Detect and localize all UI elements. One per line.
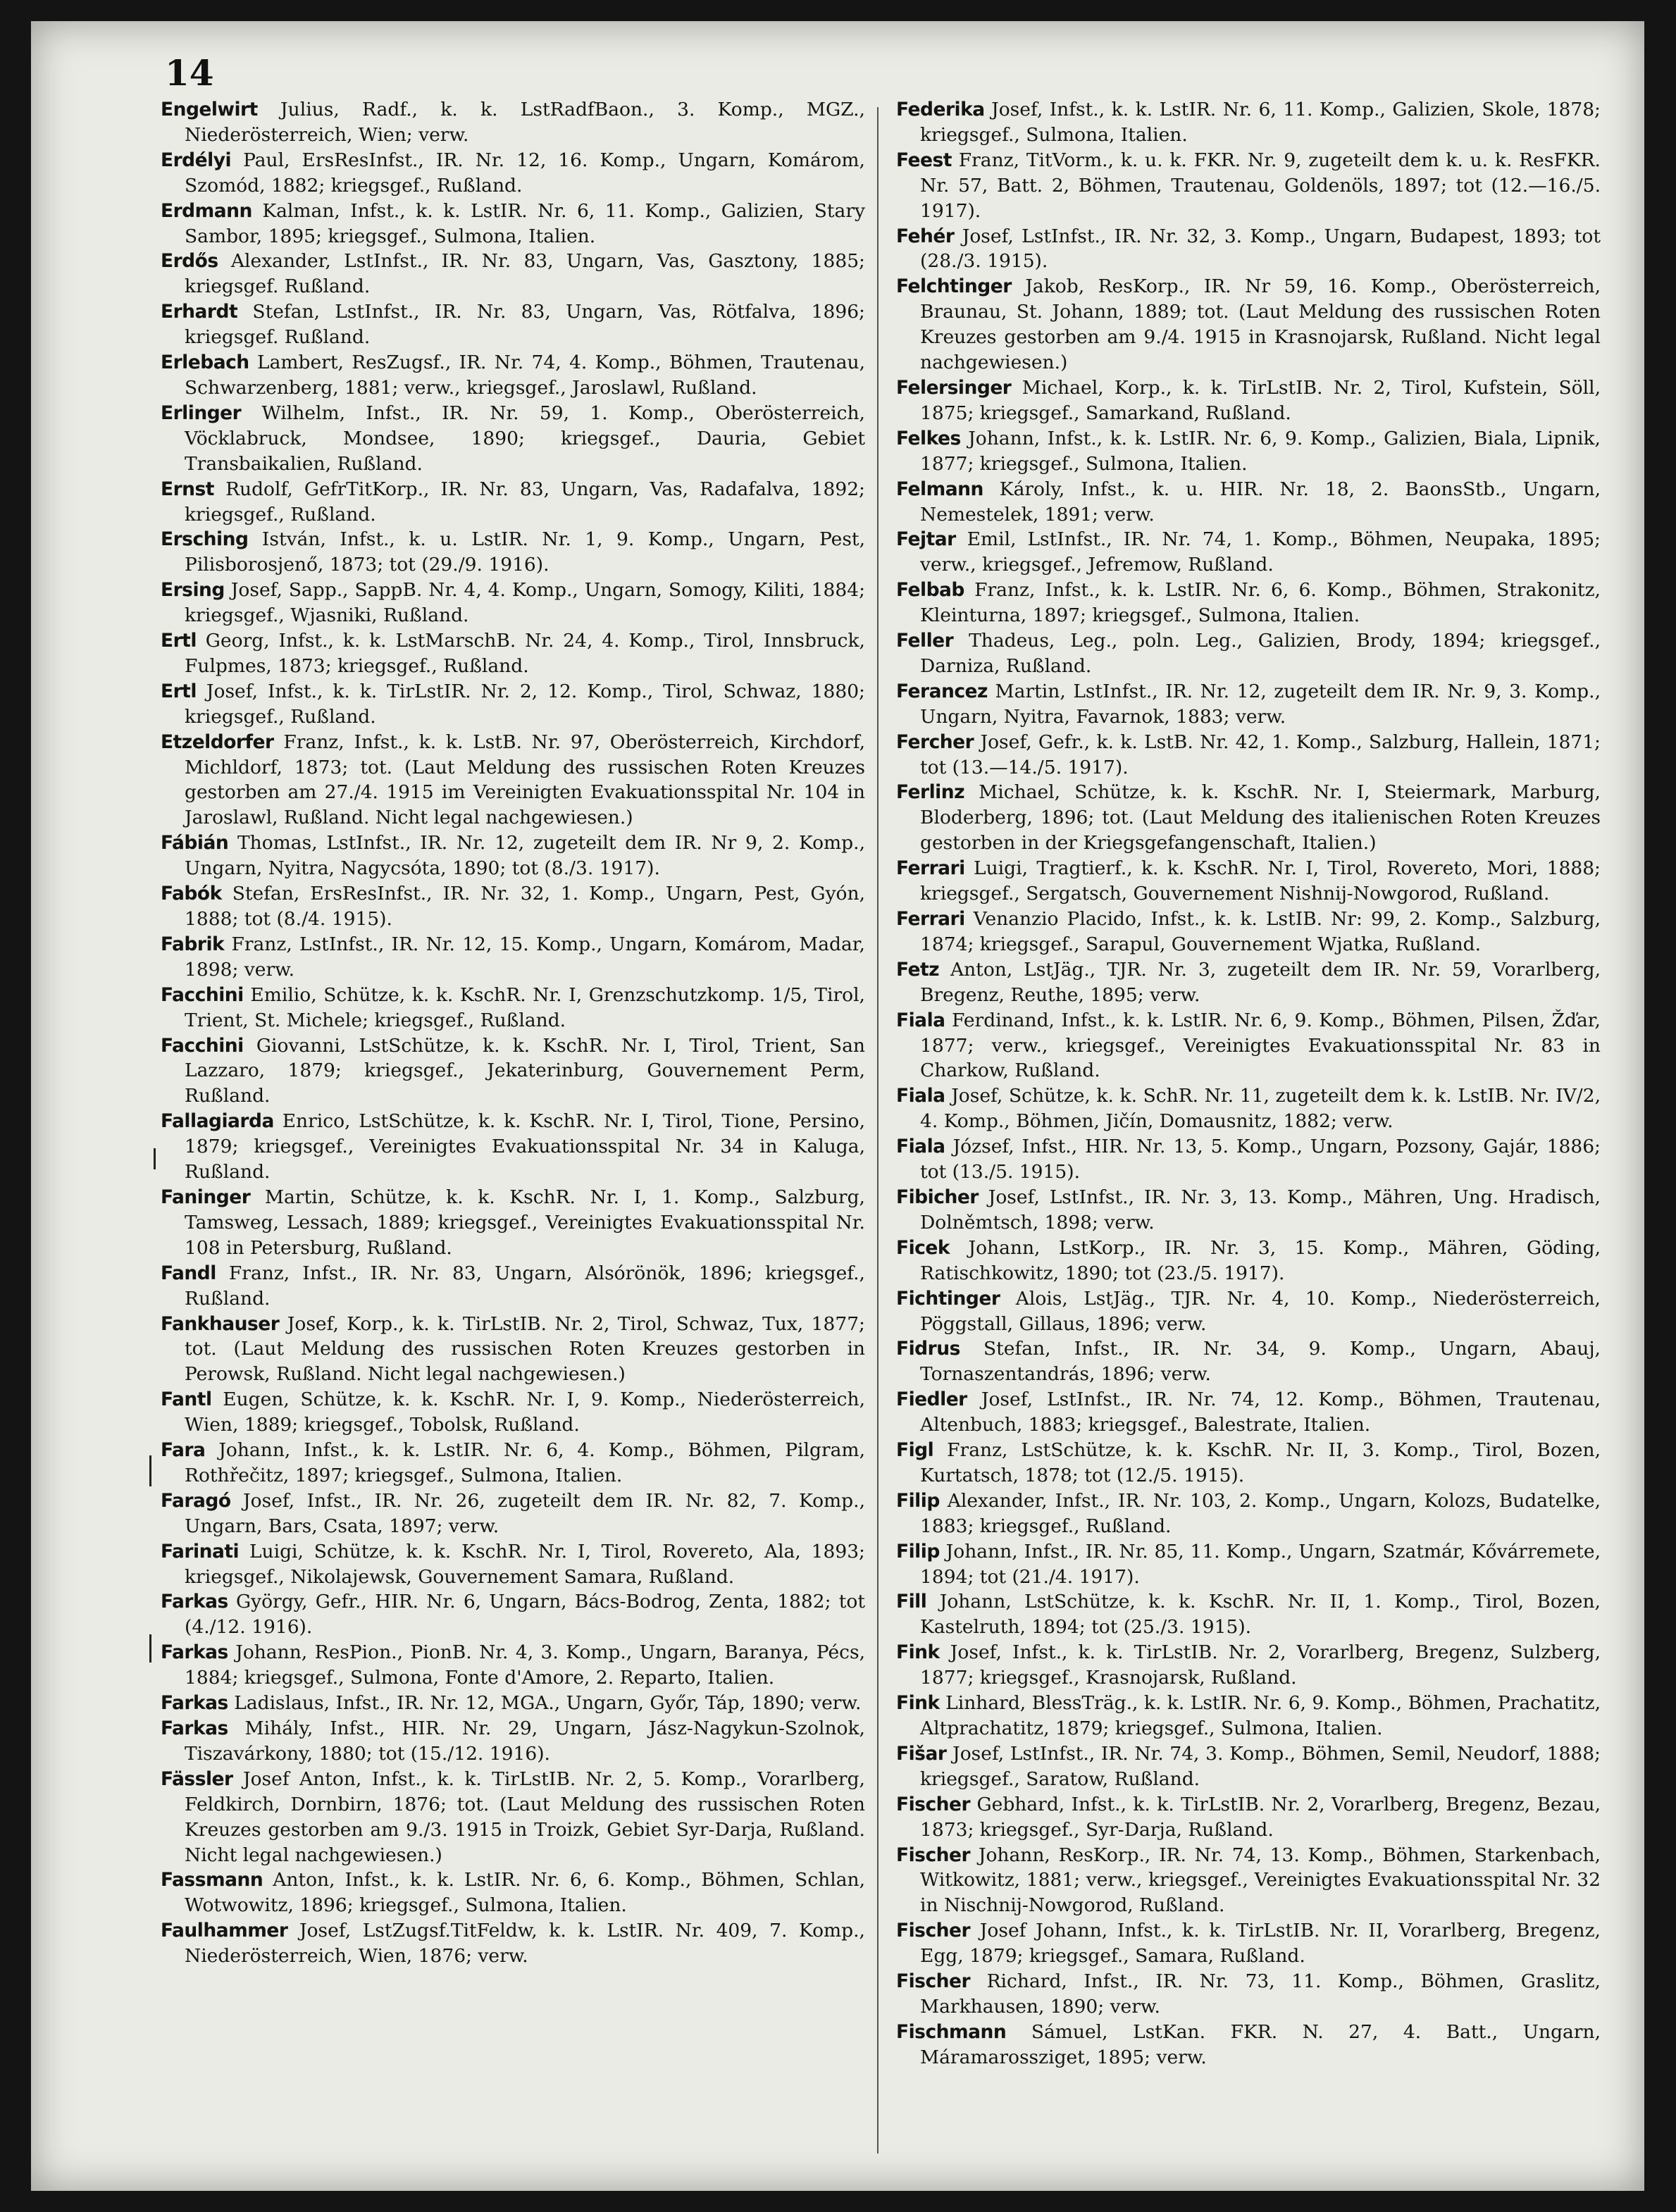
entry-details: Johann, ResPion., PionB. Nr. 4, 3. Komp., Ungarn, Baranya, Pécs, 1884; kriegsgef., Sulmona, Fonte d'Amore, 2. Reparto, Italien. — [185, 1641, 865, 1689]
entry-surname: Fallagiarda — [161, 1110, 274, 1133]
entry-surname: Feller — [896, 630, 954, 652]
list-item — [161, 1539, 865, 1590]
entry-details: József, Infst., HIR. Nr. 13, 5. Komp., Ungarn, Pozsony, Gajár, 1886; tot (13./5. 1915). — [920, 1136, 1601, 1183]
list-item — [896, 2020, 1601, 2070]
entry-surname: Fichtinger — [896, 1287, 1000, 1310]
list-item — [896, 730, 1601, 781]
list-item — [896, 1286, 1601, 1337]
entry-details: Franz, Infst., k. k. LstB. Nr. 97, Oberösterreich, Kirchdorf, Michldorf, 1873; tot. (Laut Meldung des russischen Roten Kreuzes gestorben am 27./4. 1915 im Vereinigten Evakuationsspital Nr. 104 in Jaroslawl, Rußland. Nicht legal nachgewiesen.) — [185, 731, 865, 829]
entry-surname: Fill — [896, 1591, 927, 1613]
entry-surname: Fiala — [896, 1136, 945, 1158]
entry-surname: Fara — [161, 1439, 206, 1462]
entry-details: Josef, Korp., k. k. TirLstIB. Nr. 2, Tirol, Schwaz, Tux, 1877; tot. (Laut Meldung des russischen Roten Kreuzes gestorben in Perowsk, Rußland. Nicht legal nachgewiesen.) — [185, 1312, 865, 1386]
entry-details: Josef, LstInfst., IR. Nr. 74, 12. Komp., Böhmen, Trautenau, Altenbuch, 1883; kriegsgef., Balestrate, Italien. — [920, 1388, 1601, 1436]
list-item — [896, 1185, 1601, 1236]
list-item — [896, 1589, 1601, 1640]
list-item — [896, 224, 1601, 275]
entry-surname: Filip — [896, 1540, 940, 1562]
list-item — [161, 932, 865, 983]
entry-surname: Fejtar — [896, 528, 956, 551]
entry-details: Georg, Infst., k. k. LstMarschB. Nr. 24, 4. Komp., Tirol, Innsbruck, Fulpmes, 1873; kriegsgef., Rußland. — [185, 630, 865, 677]
entry-details: György, Gefr., HIR. Nr. 6, Ungarn, Bács-Bodrog, Zenta, 1882; tot (4./12. 1916). — [185, 1591, 865, 1639]
list-item — [161, 199, 865, 249]
entry-surname: Farkas — [161, 1641, 228, 1664]
list-item — [896, 527, 1601, 578]
entry-surname: Fink — [896, 1692, 940, 1715]
entry-surname: Fischmann — [896, 2020, 1007, 2043]
entry-details: Franz, LstInfst., IR. Nr. 12, 15. Komp., Ungarn, Komárom, Madar, 1898; verw. — [185, 933, 865, 981]
list-item — [161, 628, 865, 679]
entry-surname: Fercher — [896, 731, 974, 753]
entry-surname: Faragó — [161, 1489, 231, 1512]
list-item — [161, 1387, 865, 1438]
entry-surname: Fantl — [161, 1388, 212, 1411]
list-item — [896, 907, 1601, 957]
entry-details: Eugen, Schütze, k. k. KschR. Nr. I, 9. Komp., Niederösterreich, Wien, 1889; kriegsgef., Tobolsk, Rußland. — [185, 1388, 865, 1436]
entry-surname: Facchini — [161, 983, 244, 1006]
entry-surname: Ferlinz — [896, 781, 965, 804]
entry-details: Alexander, Infst., IR. Nr. 103, 2. Komp., Ungarn, Kolozs, Budatelke, 1883; kriegsgef., Rußland. — [920, 1489, 1601, 1537]
entry-details: Josef, Infst., k. k. LstIR. Nr. 6, 11. Komp., Galizien, Skole, 1878; kriegsgef., Sulmona, Italien. — [920, 99, 1601, 146]
entry-details: Venanzio Placido, Infst., k. k. LstIB. Nr: 99, 2. Komp., Salzburg, 1874; kriegsgef., Sarapul, Gouvernement Wjatka, Rußland. — [920, 908, 1601, 955]
entry-surname: Ferrari — [896, 908, 965, 930]
entry-details: Josef, LstInfst., IR. Nr. 74, 3. Komp., Böhmen, Semil, Neudorf, 1888; kriegsgef., Saratow, Rußland. — [920, 1742, 1601, 1790]
entry-surname: Fabók — [161, 883, 222, 905]
list-item — [161, 299, 865, 350]
entry-details: Johann, Infst., IR. Nr. 85, 11. Komp., Ungarn, Szatmár, Kővárremete, 1894; tot (21./4. 1917). — [920, 1540, 1601, 1588]
list-item — [896, 957, 1601, 1008]
entry-surname: Figl — [896, 1439, 934, 1462]
list-item — [161, 477, 865, 528]
entry-surname: Erlebach — [161, 352, 249, 374]
entry-details: Rudolf, GefrTitKorp., IR. Nr. 83, Ungarn, Vas, Radafalva, 1892; kriegsgef., Rußland. — [185, 478, 865, 526]
column-divider — [877, 107, 879, 2154]
entry-surname: Fassmann — [161, 1869, 263, 1891]
entry-details: Luigi, Schütze, k. k. KschR. Nr. I, Tirol, Rovereto, Ala, 1893; kriegsgef., Nikolajewsk, Gouvernement Samara, Rußland. — [185, 1540, 865, 1588]
entry-details: Károly, Infst., k. u. HIR. Nr. 18, 2. BaonsStb., Ungarn, Nemestelek, 1891; verw. — [920, 478, 1601, 526]
list-item — [161, 148, 865, 199]
entry-details: Josef, Infst., k. k. TirLstIB. Nr. 2, Vorarlberg, Bregenz, Sulzberg, 1877; kriegsgef., Krasnojarsk, Rußland. — [920, 1641, 1601, 1689]
entry-details: Luigi, Tragtierf., k. k. KschR. Nr. I, Tirol, Rovereto, Mori, 1888; kriegsgef., Sergatsch, Gouvernement Nishnij-Nowgorod, Rußland. — [920, 857, 1601, 905]
entry-details: Ladislaus, Infst., IR. Nr. 12, MGA., Ungarn, Győr, Táp, 1890; verw. — [234, 1692, 862, 1715]
entry-details: Enrico, LstSchütze, k. k. KschR. Nr. I, Tirol, Tione, Persino, 1879; kriegsgef., Vereinigtes Evakuationsspital Nr. 34 in Kaluga, Rußland. — [185, 1110, 865, 1183]
entry-surname: Federika — [896, 99, 985, 120]
entry-details: Anton, LstJäg., TJR. Nr. 3, zugeteilt dem IR. Nr. 59, Vorarlberg, Bregenz, Reuthe, 1895; verw. — [920, 958, 1601, 1006]
list-item — [161, 1589, 865, 1640]
list-item — [896, 148, 1601, 224]
entry-surname: Felersinger — [896, 376, 1012, 399]
entry-surname: Farinati — [161, 1540, 240, 1562]
list-item — [161, 1716, 865, 1767]
list-item — [161, 1261, 865, 1312]
entry-surname: Fiala — [896, 1009, 945, 1031]
entry-surname: Fehér — [896, 225, 955, 247]
entry-details: Franz, Infst., k. k. LstIR. Nr. 6, 6. Komp., Böhmen, Strakonitz, Kleinturna, 1897; kriegsgef., Sulmona, Italien. — [920, 579, 1601, 627]
list-item — [161, 401, 865, 477]
entry-details: Josef, Infst., k. k. TirLstIR. Nr. 2, 12. Komp., Tirol, Schwaz, 1880; kriegsgef., Rußland. — [185, 680, 865, 728]
entry-details: Gebhard, Infst., k. k. TirLstIB. Nr. 2, Vorarlberg, Bregenz, Bezau, 1873; kriegsgef., Syr-Darja, Rußland. — [920, 1793, 1601, 1841]
entry-details: Johann, LstKorp., IR. Nr. 3, 15. Komp., Mähren, Göding, Ratischkowitz, 1890; tot (23./5. 1917). — [920, 1236, 1601, 1284]
entry-details: Emilio, Schütze, k. k. KschR. Nr. I, Grenzschutzkomp. 1/5, Tirol, Trient, St. Michele; kriegsgef., Rußland. — [185, 983, 865, 1031]
entry-surname: Farkas — [161, 1591, 228, 1613]
entry-details: Franz, Infst., IR. Nr. 83, Ungarn, Alsórönök, 1896; kriegsgef., Rußland. — [185, 1262, 865, 1310]
entry-details: Julius, Radf., k. k. LstRadfBaon., 3. Komp., MGZ., Niederösterreich, Wien; verw. — [185, 99, 865, 146]
list-item — [161, 1691, 865, 1716]
entry-surname: Fibicher — [896, 1186, 979, 1208]
list-item — [896, 426, 1601, 477]
entry-details: Richard, Infst., IR. Nr. 73, 11. Komp., Böhmen, Graslitz, Markhausen, 1890; verw. — [920, 1970, 1601, 2018]
list-item — [896, 1489, 1601, 1539]
list-item — [161, 1640, 865, 1691]
entry-surname: Ersching — [161, 528, 249, 551]
list-item — [896, 1083, 1601, 1134]
entry-details: Sámuel, LstKan. FKR. N. 27, 4. Batt., Ungarn, Máramarossziget, 1895; verw. — [920, 2020, 1601, 2068]
list-item — [896, 578, 1601, 628]
list-item — [896, 97, 1601, 148]
entry-surname: Fischer — [896, 1793, 971, 1815]
entry-surname: Filip — [896, 1489, 940, 1512]
list-item — [896, 477, 1601, 528]
entry-details: Martin, Schütze, k. k. KschR. Nr. I, 1. Komp., Salzburg, Tamsweg, Lessach, 1889; kriegsgef., Vereinigtes Evakuationsspital Nr. 108 in Petersburg, Rußland. — [185, 1186, 865, 1259]
entry-surname: Fink — [896, 1641, 940, 1664]
list-item — [161, 1767, 865, 1868]
entry-surname: Fábián — [161, 832, 229, 855]
entry-surname: Ertl — [161, 680, 197, 702]
entry-surname: Faulhammer — [161, 1920, 288, 1942]
entry-surname: Feest — [896, 149, 952, 171]
margin-mark — [149, 1634, 151, 1663]
entry-surname: Ficek — [896, 1236, 950, 1259]
list-item — [161, 1438, 865, 1489]
entry-surname: Fidrus — [896, 1338, 960, 1360]
entry-surname: Fiala — [896, 1085, 945, 1107]
entry-details: Lambert, ResZugsf., IR. Nr. 74, 4. Komp., Böhmen, Trautenau, Schwarzenberg, 1881; verw., kriegsgef., Jaroslawl, Rußland. — [185, 352, 865, 399]
entry-surname: Engelwirt — [161, 99, 258, 120]
document-page — [31, 21, 1644, 2191]
list-item — [896, 1008, 1601, 1084]
list-item — [161, 1109, 865, 1185]
list-item — [896, 1236, 1601, 1286]
entry-details: Paul, ErsResInfst., IR. Nr. 12, 16. Komp., Ungarn, Komárom, Szomód, 1882; kriegsgef., Rußland. — [185, 149, 865, 197]
list-item — [896, 274, 1601, 375]
entry-details: Giovanni, LstSchütze, k. k. KschR. Nr. I, Tirol, Trient, San Lazzaro, 1879; kriegsgef., Jekaterinburg, Gouvernement Perm, Rußland. — [185, 1034, 865, 1107]
entry-details: Ferdinand, Infst., k. k. LstIR. Nr. 6, 9. Komp., Böhmen, Pilsen, Žďar, 1877; verw., kriegsgef., Vereinigtes Evakuationsspital Nr. 83 in Charkow, Rußland. — [920, 1009, 1601, 1082]
list-item — [161, 350, 865, 401]
list-item — [161, 97, 865, 148]
list-item — [161, 249, 865, 299]
list-item — [161, 1918, 865, 1969]
list-item — [161, 679, 865, 730]
entry-details: Josef, LstZugsf.TitFeldw, k. k. LstIR. Nr. 409, 7. Komp., Niederösterreich, Wien, 1876; verw. — [185, 1920, 865, 1968]
entry-surname: Farkas — [161, 1692, 228, 1715]
entry-details: Thomas, LstInfst., IR. Nr. 12, zugeteilt dem IR. Nr 9, 2. Komp., Ungarn, Nyitra, Nagycsóta, 1890; tot (8./3. 1917). — [185, 832, 865, 880]
entry-details: Josef, Infst., IR. Nr. 26, zugeteilt dem IR. Nr. 82, 7. Komp., Ungarn, Bars, Csata, 1897; verw. — [185, 1489, 865, 1537]
entry-surname: Erdmann — [161, 199, 252, 222]
entry-surname: Fischer — [896, 1970, 971, 1993]
entry-details: Stefan, Infst., IR. Nr. 34, 9. Komp., Ungarn, Abauj, Tornaszentandrás, 1896; verw. — [920, 1338, 1601, 1386]
entry-surname: Ferrari — [896, 857, 965, 880]
entry-surname: Facchini — [161, 1034, 244, 1057]
entry-details: Josef Anton, Infst., k. k. TirLstIB. Nr. 2, 5. Komp., Vorarlberg, Feldkirch, Dornbirn, 1876; tot. (Laut Meldung des russischen Roten Kreuzes gestorben am 9./3. 1915 in Troizk, Gebiet Syr-Darja, Rußland. Nicht legal nachgewiesen.) — [185, 1767, 865, 1866]
list-item — [896, 780, 1601, 856]
entry-surname: Ernst — [161, 478, 214, 500]
list-item — [896, 1336, 1601, 1387]
list-item — [161, 1312, 865, 1388]
list-item — [896, 856, 1601, 907]
entry-details: Mihály, Infst., HIR. Nr. 29, Ungarn, Jász-Nagykun-Szolnok, Tiszavárkony, 1880; tot (15./12. 1916). — [185, 1717, 865, 1765]
entry-details: Josef, Gefr., k. k. LstB. Nr. 42, 1. Komp., Salzburg, Hallein, 1871; tot (13.—14./5. 1917). — [920, 731, 1601, 778]
list-item — [896, 628, 1601, 679]
entry-surname: Erdélyi — [161, 149, 232, 171]
entry-surname: Felkes — [896, 427, 961, 449]
list-item — [161, 831, 865, 881]
entry-details: Josef Johann, Infst., k. k. TirLstIB. Nr. II, Vorarlberg, Bregenz, Egg, 1879; kriegsgef., Samara, Rußland. — [920, 1920, 1601, 1968]
entry-surname: Etzeldorfer — [161, 731, 274, 753]
left-column — [161, 97, 865, 1969]
list-item — [896, 375, 1601, 426]
list-item — [896, 1843, 1601, 1919]
entry-surname: Ferancez — [896, 680, 988, 702]
list-item — [896, 1438, 1601, 1489]
page-number: 14 — [165, 52, 214, 94]
list-item — [161, 1033, 865, 1110]
list-item — [896, 1792, 1601, 1843]
margin-mark — [154, 1148, 156, 1169]
list-item — [896, 1741, 1601, 1792]
list-item — [896, 1918, 1601, 1969]
list-item — [161, 1185, 865, 1261]
entry-details: Alexander, LstInfst., IR. Nr. 83, Ungarn, Vas, Gasztony, 1885; kriegsgef. Rußland. — [185, 250, 865, 298]
list-item — [896, 679, 1601, 730]
entry-surname: Felmann — [896, 478, 983, 500]
entry-details: Thadeus, Leg., poln. Leg., Galizien, Brody, 1894; kriegsgef., Darniza, Rußland. — [920, 630, 1601, 677]
entry-details: Martin, LstInfst., IR. Nr. 12, zugeteilt dem IR. Nr. 9, 3. Komp., Ungarn, Nyitra, Favarnok, 1883; verw. — [920, 680, 1601, 728]
entry-details: Josef, Sapp., SappB. Nr. 4, 4. Komp., Ungarn, Somogy, Kiliti, 1884; kriegsgef., Wjasniki, Rußland. — [185, 579, 865, 627]
entry-surname: Fiedler — [896, 1388, 967, 1411]
entry-surname: Farkas — [161, 1717, 228, 1739]
list-item — [161, 881, 865, 932]
list-item — [896, 1539, 1601, 1590]
entry-surname: Ertl — [161, 630, 197, 652]
entry-details: Josef, LstInfst., IR. Nr. 3, 13. Komp., Mähren, Ung. Hradisch, Dolněmtsch, 1898; verw. — [920, 1186, 1601, 1234]
entry-surname: Fankhauser — [161, 1312, 280, 1335]
list-item — [161, 1868, 865, 1918]
entry-details: Linhard, BlessTräg., k. k. LstIR. Nr. 6, 9. Komp., Böhmen, Prachatitz, Altprachatitz, 1879; kriegsgef., Sulmona, Italien. — [920, 1692, 1601, 1739]
entry-surname: Faninger — [161, 1186, 251, 1208]
entry-details: Stefan, ErsResInfst., IR. Nr. 32, 1. Komp., Ungarn, Pest, Gyón, 1888; tot (8./4. 1915). — [185, 883, 865, 930]
margin-mark — [149, 1455, 151, 1486]
entry-details: Wilhelm, Infst., IR. Nr. 59, 1. Komp., Oberösterreich, Vöcklabruck, Mondsee, 1890; kriegsgef., Dauria, Gebiet Transbaikalien, Rußland. — [185, 402, 865, 475]
entry-details: Johann, Infst., k. k. LstIR. Nr. 6, 9. Komp., Galizien, Biala, Lipnik, 1877; kriegsgef., Sulmona, Italien. — [920, 427, 1601, 475]
entry-details: Michael, Schütze, k. k. KschR. Nr. I, Steiermark, Marburg, Bloderberg, 1896; tot. (Laut Meldung des italienischen Roten Kreuzes gestorben in der Kriegsgefangenschaft, Italien.) — [920, 781, 1601, 855]
list-item — [896, 1691, 1601, 1741]
entry-surname: Fabrik — [161, 933, 225, 955]
entry-details: Johann, LstSchütze, k. k. KschR. Nr. II, 1. Komp., Tirol, Bozen, Kastelruth, 1894; tot (25./3. 1915). — [920, 1591, 1601, 1639]
list-item — [896, 1640, 1601, 1691]
list-item — [161, 730, 865, 831]
entry-surname: Fišar — [896, 1742, 947, 1765]
entry-surname: Fischer — [896, 1844, 971, 1866]
entry-details: Josef, LstInfst., IR. Nr. 32, 3. Komp., Ungarn, Budapest, 1893; tot (28./3. 1915). — [920, 225, 1601, 273]
list-item — [896, 1134, 1601, 1185]
list-item — [161, 527, 865, 578]
entry-details: Kalman, Infst., k. k. LstIR. Nr. 6, 11. Komp., Galizien, Stary Sambor, 1895; kriegsgef., Sulmona, Italien. — [185, 199, 865, 247]
entry-details: Jakob, ResKorp., IR. Nr 59, 16. Komp., Oberösterreich, Braunau, St. Johann, 1889; tot. (Laut Meldung des russischen Roten Kreuzes gestorben am 9./4. 1915 in Krasnojarsk, Rußland. Nicht legal nachgewiesen.) — [920, 275, 1601, 374]
right-column — [896, 97, 1601, 2070]
entry-surname: Felchtinger — [896, 275, 1012, 298]
entry-surname: Felbab — [896, 579, 964, 602]
entry-surname: Fischer — [896, 1920, 971, 1942]
entry-surname: Erhardt — [161, 301, 238, 323]
list-item — [161, 983, 865, 1033]
list-item — [896, 1387, 1601, 1438]
entry-details: Alois, LstJäg., TJR. Nr. 4, 10. Komp., Niederösterreich, Pöggstall, Gillaus, 1896; verw. — [920, 1287, 1601, 1335]
entry-details: Emil, LstInfst., IR. Nr. 74, 1. Komp., Böhmen, Neupaka, 1895; verw., kriegsgef., Jefremow, Rußland. — [920, 528, 1601, 576]
entry-details: István, Infst., k. u. LstIR. Nr. 1, 9. Komp., Ungarn, Pest, Pilisborosjenő, 1873; tot (29./9. 1916). — [185, 528, 865, 576]
entry-surname: Fandl — [161, 1262, 216, 1284]
entry-details: Stefan, LstInfst., IR. Nr. 83, Ungarn, Vas, Rötfalva, 1896; kriegsgef. Rußland. — [185, 301, 865, 349]
entry-details: Franz, LstSchütze, k. k. KschR. Nr. II, 3. Komp., Tirol, Bozen, Kurtatsch, 1878; tot (12./5. 1915). — [920, 1439, 1601, 1486]
entry-surname: Fetz — [896, 958, 940, 981]
list-item — [896, 1969, 1601, 2020]
entry-details: Franz, TitVorm., k. u. k. FKR. Nr. 9, zugeteilt dem k. u. k. ResFKR. Nr. 57, Batt. 2, Böhmen, Trautenau, Goldenöls, 1897; tot (12.—16./5. 1917). — [920, 149, 1601, 222]
entry-details: Michael, Korp., k. k. TirLstIB. Nr. 2, Tirol, Kufstein, Söll, 1875; kriegsgef., Samarkand, Rußland. — [920, 376, 1601, 424]
entry-surname: Ersing — [161, 579, 225, 602]
list-item — [161, 1489, 865, 1539]
entry-details: Johann, Infst., k. k. LstIR. Nr. 6, 4. Komp., Böhmen, Pilgram, Rothřečitz, 1897; kriegsgef., Sulmona, Italien. — [185, 1439, 865, 1486]
list-item — [161, 578, 865, 628]
entry-details: Johann, ResKorp., IR. Nr. 74, 13. Komp., Böhmen, Starkenbach, Witkowitz, 1881; verw., kriegsgef., Vereinigtes Evakuationsspital Nr. 32 in Nischnij-Nowgorod, Rußland. — [920, 1844, 1601, 1917]
entry-details: Anton, Infst., k. k. LstIR. Nr. 6, 6. Komp., Böhmen, Schlan, Wotwowitz, 1896; kriegsgef., Sulmona, Italien. — [185, 1869, 865, 1917]
entry-surname: Fässler — [161, 1767, 233, 1790]
entry-details: Josef, Schütze, k. k. SchR. Nr. 11, zugeteilt dem k. k. LstIB. Nr. IV/2, 4. Komp., Böhmen, Jičín, Domausnitz, 1882; verw. — [920, 1085, 1601, 1133]
entry-surname: Erlinger — [161, 402, 242, 424]
entry-surname: Erdős — [161, 250, 218, 273]
